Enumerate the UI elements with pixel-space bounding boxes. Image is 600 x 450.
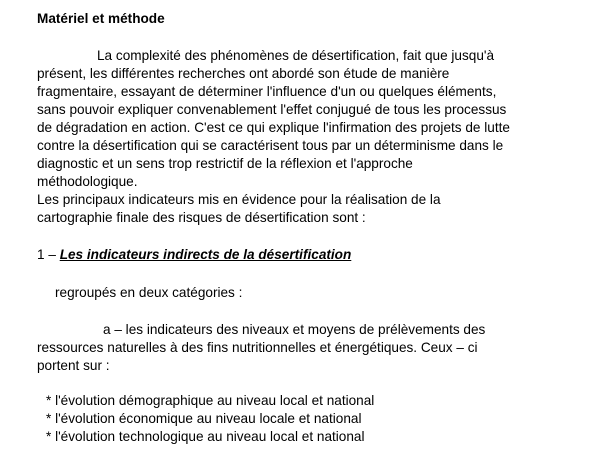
subsection-a-line: portent sur : [37, 358, 110, 373]
subsection-a-line: ressources naturelles à des fins nutritionnelles et énergétiques. Ceux – ci [37, 340, 478, 355]
paragraph-line: sans pouvoir expliquer convenablement l'effet conjugué de tous les processus [37, 102, 507, 117]
paragraph-line: présent, les différentes recherches ont abordé son étude de manière [37, 66, 450, 81]
bullet-item: * l'évolution technologique au niveau local et national [46, 429, 365, 444]
section-heading: Matériel et méthode [37, 11, 165, 26]
paragraph-line: cartographie finale des risques de désertification sont : [37, 210, 366, 225]
section-1-title: Les indicateurs indirects de la désertification [59, 247, 352, 262]
paragraph-line: fragmentaire, essayant de déterminer l'influence d'un ou quelques éléments, [37, 84, 497, 99]
grouped-text: regroupés en deux catégories : [55, 285, 243, 300]
paragraph-line: méthodologique. [37, 174, 138, 189]
subsection-a-line: a – les indicateurs des niveaux et moyens de prélèvements des [103, 322, 486, 337]
paragraph-line: La complexité des phénomènes de désertification, fait que jusqu'à [97, 48, 495, 63]
section-1-heading [37, 246, 351, 264]
bullet-item: * l'évolution économique au niveau locale et national [46, 411, 362, 426]
bullet-item: * l'évolution démographique au niveau local et national [46, 393, 375, 408]
section-1-number: 1 – [37, 247, 60, 262]
paragraph-line: contre la désertification qui se caractérisent tous par un déterminisme dans le [37, 138, 504, 153]
paragraph-line: de dégradation en action. C'est ce qui explique l'infirmation des projets de lutte [37, 120, 510, 135]
paragraph-line: diagnostic et un sens trop restrictif de la réflexion et l'approche [37, 156, 413, 171]
paragraph-line: Les principaux indicateurs mis en évidence pour la réalisation de la [37, 192, 441, 207]
